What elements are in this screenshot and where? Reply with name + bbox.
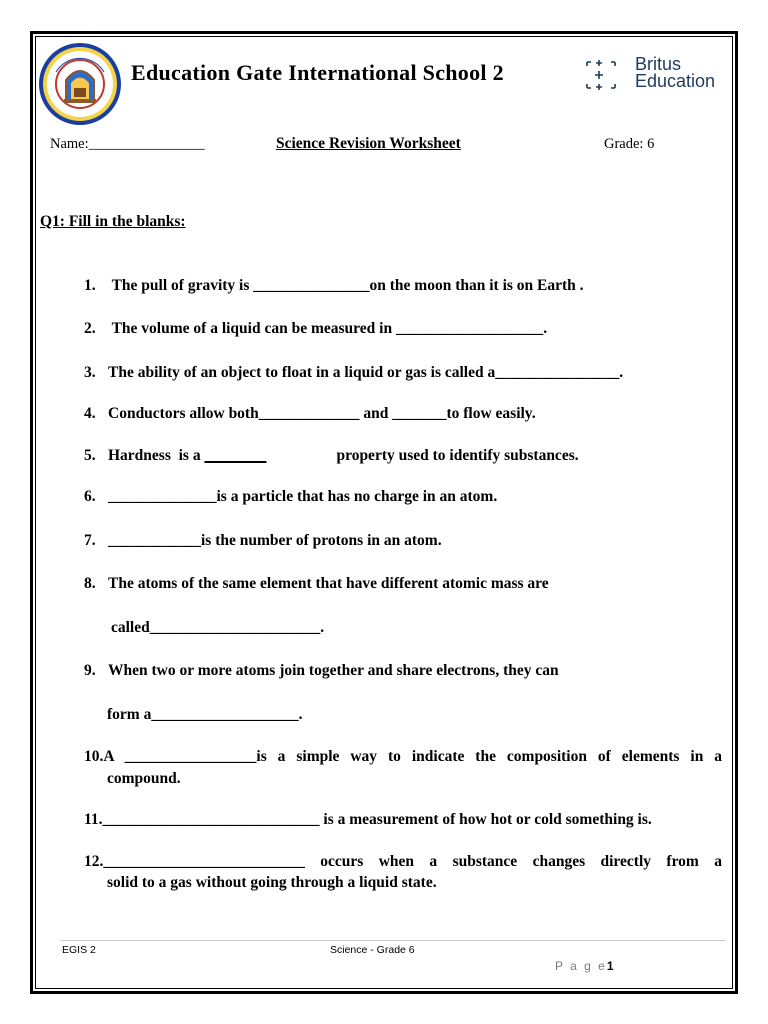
item-text: The atoms of the same element that have different atomic mass are (108, 575, 549, 592)
list-item (84, 853, 722, 871)
school-seal-logo (38, 42, 122, 126)
item-number: 3. (84, 364, 96, 381)
item-number: 12. (84, 853, 104, 870)
partner-line-2: Education (635, 71, 716, 91)
item-text: Conductors allow both_____________ and _______to flow easily. (108, 405, 536, 422)
item-text: ______________is a particle that has no charge in an atom. (108, 488, 498, 505)
list-item (84, 405, 536, 423)
page-border-inner (35, 36, 733, 989)
britus-mark-icon (585, 58, 627, 92)
item-number: 2. (84, 320, 96, 337)
britus-education-logo (585, 56, 725, 96)
school-name: Education Gate International School 2 (131, 60, 504, 85)
item-number: 9. (84, 662, 96, 679)
list-item (84, 575, 549, 593)
item-text: Hardness is a (108, 447, 205, 464)
item-number: 7. (84, 532, 96, 549)
list-item (84, 320, 547, 338)
item-continuation: form a___________________. (107, 706, 303, 723)
list-item (84, 811, 652, 829)
item-blank (204, 447, 336, 465)
list-item (84, 447, 579, 465)
partner-line-1: Britus (635, 54, 682, 74)
page-label: P a g e (555, 959, 607, 973)
item-number: 5. (84, 447, 96, 464)
item-number: 6. (84, 488, 96, 505)
item-text: ____________________________ is a measurement of how hot or cold something is. (102, 811, 652, 828)
item-number: 1. (84, 277, 96, 294)
list-item (84, 662, 559, 680)
item-continuation: compound. (107, 770, 181, 787)
page-number (555, 959, 614, 973)
page-num: 1 (606, 959, 614, 973)
item-text: The ability of an object to float in a liquid or gas is called a________________. (108, 364, 624, 381)
item-text: ____________is the number of protons in an atom. (108, 532, 442, 549)
item-number: 4. (84, 405, 96, 422)
list-item (84, 488, 497, 506)
item-continuation: solid to a gas without going through a liquid state. (107, 874, 437, 891)
item-continuation: called______________________. (111, 619, 325, 636)
footer-center: Science - Grade 6 (330, 944, 415, 956)
footer-left: EGIS 2 (62, 944, 96, 956)
footer-divider (60, 940, 726, 941)
list-item (84, 748, 722, 766)
worksheet-title: Science Revision Worksheet (276, 135, 461, 152)
question-heading: Q1: Fill in the blanks: (40, 213, 186, 230)
name-field-label: Name:________________ (50, 136, 205, 152)
item-text: __________________________ occurs when a substance changes directly from a (103, 853, 722, 870)
item-text: When two or more atoms join together and share electrons, they can (108, 662, 559, 679)
list-item (84, 532, 442, 550)
item-text: The volume of a liquid can be measured in ___________________. (108, 320, 548, 337)
grade-label: Grade: 6 (604, 136, 655, 152)
list-item (84, 364, 623, 382)
item-text: A _________________is a simple way to indicate the composition of elements in a (103, 748, 722, 765)
item-number: 11. (84, 811, 103, 828)
item-number: 8. (84, 575, 96, 592)
item-text: The pull of gravity is _______________on the moon than it is on Earth . (108, 277, 584, 294)
list-item (84, 277, 584, 295)
item-text-after: property used to identify substances. (336, 447, 579, 464)
item-number: 10. (84, 748, 104, 765)
